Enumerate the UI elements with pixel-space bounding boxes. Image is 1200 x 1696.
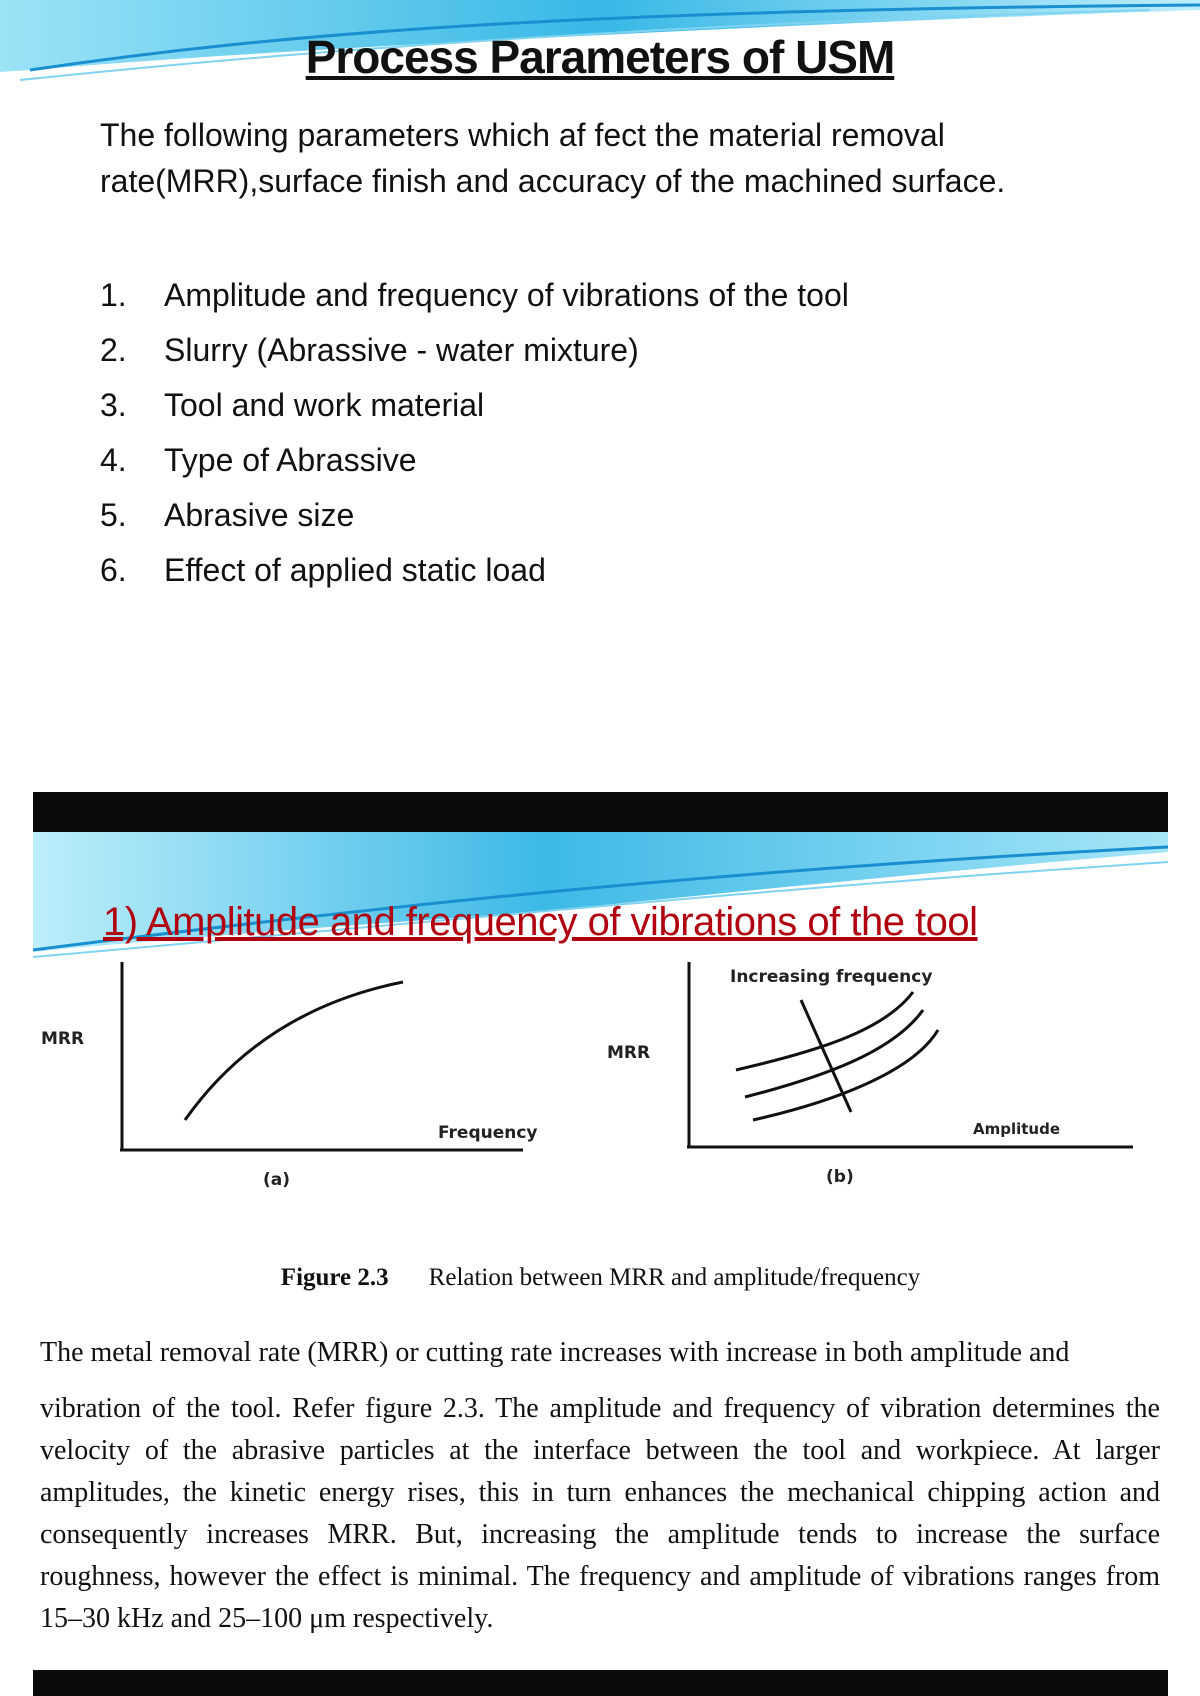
section-title: 1) Amplitude and frequency of vibrations of the tool [103,900,978,944]
panel-b-ylabel: MRR [607,1043,651,1063]
list-number: 6. [100,552,127,588]
panel-a-curve [185,982,403,1120]
list-item [100,488,849,543]
list-label: Slurry (Abrassive - water mixture) [164,332,639,368]
list-item [100,433,849,488]
caption-label: Figure 2.3 [280,1264,389,1291]
intro-text: The following parameters which af fect the material removal rate(MRR),surface finish and accuracy of the machined surface. [100,117,1006,199]
panel-b-annotation: Increasing frequency [730,967,933,987]
panel-b-xlabel: Amplitude [973,1120,1061,1138]
list-item [100,268,849,323]
caption-text: Relation between MRR and amplitude/frequency [428,1264,921,1291]
list-number: 1. [100,277,127,313]
panel-b-curve [736,992,913,1070]
list-item [100,323,849,378]
list-label: Abrasive size [164,497,355,533]
panel-a-ylabel: MRR [41,1029,85,1049]
list-label: Effect of applied static load [164,552,546,588]
list-item [100,543,849,598]
list-number: 3. [100,387,127,423]
body-text [40,1332,1160,1652]
panel-a-xlabel: Frequency [438,1123,538,1143]
list-number: 4. [100,442,127,478]
list-number: 5. [100,497,127,533]
list-label: Amplitude and frequency of vibrations of the tool [164,277,849,313]
paragraph: The metal removal rate (MRR) or cutting rate increases with increase in both amplitude and [40,1337,1070,1368]
figure-caption [33,1264,1168,1292]
slide-2 [33,832,1168,1670]
bottom-bar [33,1670,1168,1696]
list-number: 2. [100,332,127,368]
panel-b-tag: (b) [826,1167,854,1187]
slide-separator [33,792,1168,832]
list-label: Type of Abrassive [164,442,417,478]
slide-1 [0,0,1200,790]
paragraph: vibration of the tool. Refer figure 2.3. The amplitude and frequency of vibration determines the velocity of the abrasive particles at the interface between the tool and workpiece. At larger amplitudes, the kinetic energy rises, this in turn enhances the mechanical chipping action and consequently increases MRR. But, increasing the amplitude tends to increase the surface roughness, however the effect is minimal. The frequency and amplitude of vibrations ranges from 15–30 kHz and 25–100 μm respectively. [40,1393,1160,1634]
panel-b-frequency-arrow [801,1000,851,1112]
panel-b-curve [753,1030,938,1120]
list-item [100,378,849,433]
panel-a-tag: (a) [263,1170,291,1190]
list-label: Tool and work material [164,387,485,423]
figure-2-3 [33,952,1168,1252]
parameter-list [100,268,849,598]
page-title: Process Parameters of USM [305,31,895,83]
panel-b-curve [745,1010,923,1097]
